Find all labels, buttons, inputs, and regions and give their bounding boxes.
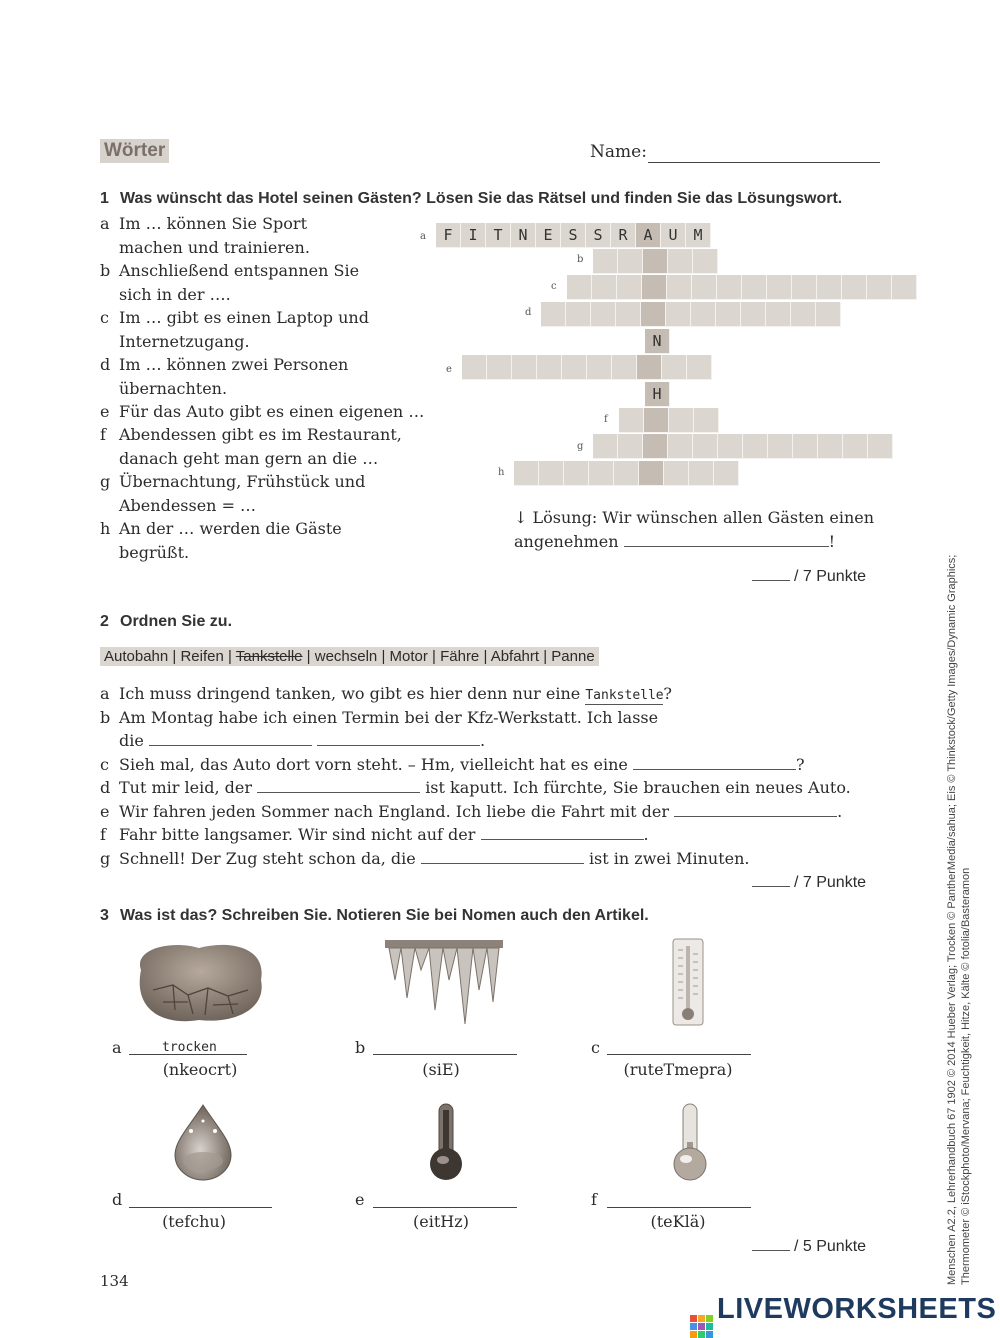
hint-f: (teKlä) [650, 1212, 706, 1231]
grid-cell-solution[interactable]: H [645, 382, 670, 407]
grid-cell[interactable] [592, 275, 617, 300]
grid-cell-solution[interactable] [642, 275, 667, 300]
grid-cell[interactable] [768, 434, 793, 459]
grid-cell-solution[interactable] [644, 408, 669, 433]
answer-f[interactable] [481, 825, 644, 840]
row-label-a: a [420, 231, 426, 242]
answer-line-f[interactable] [607, 1207, 751, 1208]
grid-cell[interactable] [817, 275, 842, 300]
clue-d: d Im … können zwei Personen übernachten. [100, 355, 349, 398]
hot-thermometer-image [427, 1102, 465, 1182]
answer-text-a: trocken [162, 1040, 217, 1055]
thermometer-image [672, 938, 704, 1026]
word-bank-item-used: Tankstelle [235, 648, 303, 665]
grid-cell[interactable]: R [611, 223, 636, 248]
section-tag: Wörter [100, 139, 169, 163]
hint-b: (siE) [422, 1060, 460, 1079]
grid-cell[interactable] [617, 275, 642, 300]
grid-cell[interactable]: M [686, 223, 711, 248]
grid-cell[interactable] [487, 355, 512, 380]
word-bank-item: Fähre [440, 648, 480, 665]
clue-g: g Übernachtung, Frühstück und Abendessen = … [100, 472, 366, 515]
sentence-e: e Wir fahren jeden Sommer nach England. Ich liebe die Fahrt mit der . [100, 802, 843, 821]
answer-line-d[interactable] [129, 1207, 272, 1208]
solution-input[interactable] [624, 532, 829, 547]
grid-cell[interactable] [612, 355, 637, 380]
grid-cell[interactable] [693, 434, 718, 459]
points-input[interactable] [752, 566, 790, 581]
clue-c: c Im … gibt es einen Laptop und Internetzugang. [100, 308, 369, 351]
grid-cell[interactable]: N [511, 223, 536, 248]
answer-line-e[interactable] [373, 1207, 517, 1208]
word-bank-item: wechseln [314, 648, 378, 665]
grid-cell[interactable] [616, 302, 641, 327]
grid-row-g [593, 434, 893, 459]
image-credits: Menschen A2.2, Lehrerhandbuch 67 1902 © 2014 Hueber Verlag; Trocken © PantherMedia/sahua; Eis © Thinkstock/Getty Images/Dynamic Graphics; Thermometer © iStockphoto/Mervana; Feuchtigkeit, Hitze, Kälte © fotolia/Basteramon [946, 554, 972, 1285]
grid-cell-solution[interactable]: A [636, 223, 661, 248]
grid-cell-solution[interactable] [639, 461, 664, 486]
item-letter-e: e [355, 1190, 365, 1209]
answer-line-b[interactable] [373, 1054, 517, 1055]
grid-cell[interactable] [868, 434, 893, 459]
grid-cell[interactable] [566, 302, 591, 327]
grid-cell[interactable] [537, 355, 562, 380]
word-bank-item: Reifen [180, 648, 224, 665]
grid-cell[interactable] [694, 408, 719, 433]
grid-cell[interactable] [791, 302, 816, 327]
grid-cell[interactable] [693, 249, 718, 274]
task2-points: / 7 Punkte [752, 872, 866, 892]
grid-cell[interactable] [587, 355, 612, 380]
grid-cell-solution[interactable] [637, 355, 662, 380]
grid-cell[interactable] [818, 434, 843, 459]
grid-cell[interactable] [668, 434, 693, 459]
item-letter-a: a [112, 1038, 122, 1057]
word-bank-item: Autobahn [104, 648, 169, 665]
grid-cell-solution[interactable]: N [645, 329, 670, 354]
grid-cell[interactable] [664, 461, 689, 486]
grid-cell[interactable] [614, 461, 639, 486]
hint-c: (ruteTmepra) [623, 1060, 733, 1079]
grid-cell[interactable] [564, 461, 589, 486]
points-input[interactable] [752, 1236, 790, 1251]
grid-cell[interactable] [816, 302, 841, 327]
grid-cell[interactable] [692, 275, 717, 300]
grid-cell[interactable] [618, 249, 643, 274]
grid-cell[interactable] [716, 302, 741, 327]
liveworksheets-logo: LIVEWORKSHEETS [690, 1293, 996, 1338]
clue-e: e Für das Auto gibt es einen eigenen … [100, 402, 425, 421]
clue-a: a Im … können Sie Sport machen und trainieren. [100, 214, 310, 257]
grid-cell[interactable] [462, 355, 487, 380]
grid-row-b [593, 249, 718, 274]
sentence-g: g Schnell! Der Zug steht schon da, die ist in zwei Minuten. [100, 849, 750, 868]
row-label-h: h [498, 467, 505, 478]
grid-cell[interactable] [589, 461, 614, 486]
icicles-image [385, 940, 503, 1026]
sentence-a: a Ich muss dringend tanken, wo gibt es hier denn nur eine Tankstelle? [100, 684, 672, 703]
grid-cell[interactable] [662, 355, 687, 380]
grid-cell[interactable]: S [586, 223, 611, 248]
answer-a[interactable]: Tankstelle [585, 688, 664, 703]
grid-cell[interactable]: F [436, 223, 461, 248]
task1-heading: 1 Was wünscht das Hotel seinen Gästen? Lösen Sie das Rätsel und finden Sie das Lösungswort. [100, 190, 843, 207]
grid-cell[interactable] [689, 461, 714, 486]
grid-cell[interactable] [514, 461, 539, 486]
task2-heading: 2 Ordnen Sie zu. [100, 613, 233, 630]
clue-h: h An der … werden die Gäste begrüßt. [100, 519, 342, 562]
grid-cell[interactable] [892, 275, 917, 300]
sentence-d: d Tut mir leid, der ist kaputt. Ich fürchte, Sie brauchen ein neues Auto. [100, 778, 851, 797]
row-label-f: f [604, 414, 608, 425]
grid-cell[interactable] [667, 275, 692, 300]
grid-cell[interactable] [793, 434, 818, 459]
grid-cell[interactable] [842, 275, 867, 300]
grid-row-d [541, 302, 841, 327]
grid-row-a [436, 223, 711, 248]
grid-cell[interactable]: I [461, 223, 486, 248]
hint-d: (tefchu) [162, 1212, 226, 1231]
task3-points: / 5 Punkte [752, 1236, 866, 1256]
grid-cell[interactable] [792, 275, 817, 300]
grid-cell-solution[interactable] [643, 434, 668, 459]
grid-cell[interactable] [593, 434, 618, 459]
hint-e: (eitHz) [413, 1212, 469, 1231]
grid-cell[interactable] [743, 434, 768, 459]
answer-e[interactable] [674, 802, 837, 817]
answer-c[interactable] [633, 755, 796, 770]
grid-cell[interactable] [593, 249, 618, 274]
item-letter-b: b [355, 1038, 366, 1057]
grid-cell[interactable] [618, 434, 643, 459]
grid-cell[interactable]: E [536, 223, 561, 248]
solution-sentence: ↓ Lösung: Wir wünschen allen Gästen einen angenehmen ! [514, 508, 875, 551]
grid-row-n [645, 329, 670, 354]
grid-cell[interactable] [717, 275, 742, 300]
dry-earth-image [133, 940, 265, 1024]
hint-a: (nkeocrt) [162, 1060, 238, 1079]
grid-cell-solution[interactable] [643, 249, 668, 274]
liveworksheets-logo-icon [690, 1315, 713, 1338]
grid-cell[interactable] [741, 302, 766, 327]
page-number: 134 [100, 1272, 129, 1290]
grid-cell[interactable]: S [561, 223, 586, 248]
grid-cell[interactable] [867, 275, 892, 300]
row-label-g: g [577, 441, 584, 452]
row-label-c: c [551, 281, 557, 292]
item-letter-c: c [591, 1038, 600, 1057]
grid-row-h-hint [645, 382, 670, 407]
grid-cell[interactable]: U [661, 223, 686, 248]
grid-cell[interactable] [742, 275, 767, 300]
grid-row-h [514, 461, 739, 486]
sentence-c: c Sieh mal, das Auto dort vorn steht. – Hm, vielleicht hat es eine ? [100, 755, 805, 774]
grid-row-f [619, 408, 719, 433]
grid-row-e [462, 355, 712, 380]
sentence-b-cont: die . [119, 731, 486, 750]
grid-cell[interactable] [541, 302, 566, 327]
water-drop-image [173, 1103, 233, 1181]
item-letter-d: d [112, 1190, 123, 1209]
answer-b1[interactable] [149, 731, 312, 746]
grid-cell[interactable] [718, 434, 743, 459]
row-label-e: e [446, 364, 452, 375]
task1-points: / 7 Punkte [752, 566, 866, 586]
grid-cell[interactable] [767, 275, 792, 300]
answer-line-c[interactable] [607, 1054, 751, 1055]
name-label: Name: [590, 142, 647, 162]
sentence-b: b Am Montag habe ich einen Termin bei der Kfz-Werkstatt. Ich lasse [100, 708, 659, 727]
points-input[interactable] [752, 872, 790, 887]
grid-cell[interactable] [714, 461, 739, 486]
clue-b: b Anschließend entspannen Sie sich in der …. [100, 261, 360, 304]
row-label-b: b [577, 254, 584, 265]
answer-g[interactable] [421, 849, 584, 864]
grid-cell[interactable] [619, 408, 644, 433]
grid-row-c [567, 275, 917, 300]
grid-cell[interactable] [766, 302, 791, 327]
answer-b2[interactable] [317, 731, 480, 746]
grid-cell[interactable] [666, 302, 691, 327]
clue-f: f Abendessen gibt es im Restaurant, danach geht man gern an die … [100, 425, 402, 468]
item-letter-f: f [591, 1190, 597, 1209]
word-bank-item: Abfahrt [490, 648, 540, 665]
grid-cell[interactable] [512, 355, 537, 380]
grid-cell[interactable] [843, 434, 868, 459]
word-bank-item: Panne [551, 648, 595, 665]
grid-cell[interactable] [539, 461, 564, 486]
cold-thermometer-image [671, 1102, 709, 1182]
grid-cell[interactable] [562, 355, 587, 380]
answer-d[interactable] [257, 778, 420, 793]
grid-cell[interactable] [567, 275, 592, 300]
word-bank: Autobahn | Reifen | Tankstelle | wechseln | Motor | Fähre | Abfahrt | Panne [100, 647, 599, 666]
grid-cell[interactable] [687, 355, 712, 380]
word-bank-item: Motor [389, 648, 428, 665]
task3-heading: 3 Was ist das? Schreiben Sie. Notieren Sie bei Nomen auch den Artikel. [100, 907, 649, 924]
name-input[interactable] [648, 162, 880, 163]
grid-cell[interactable] [691, 302, 716, 327]
grid-cell[interactable] [668, 249, 693, 274]
row-label-d: d [525, 307, 532, 318]
grid-cell[interactable] [669, 408, 694, 433]
sentence-f: f Fahr bitte langsamer. Wir sind nicht auf der . [100, 825, 649, 844]
grid-cell-solution[interactable] [641, 302, 666, 327]
grid-cell[interactable]: T [486, 223, 511, 248]
grid-cell[interactable] [591, 302, 616, 327]
